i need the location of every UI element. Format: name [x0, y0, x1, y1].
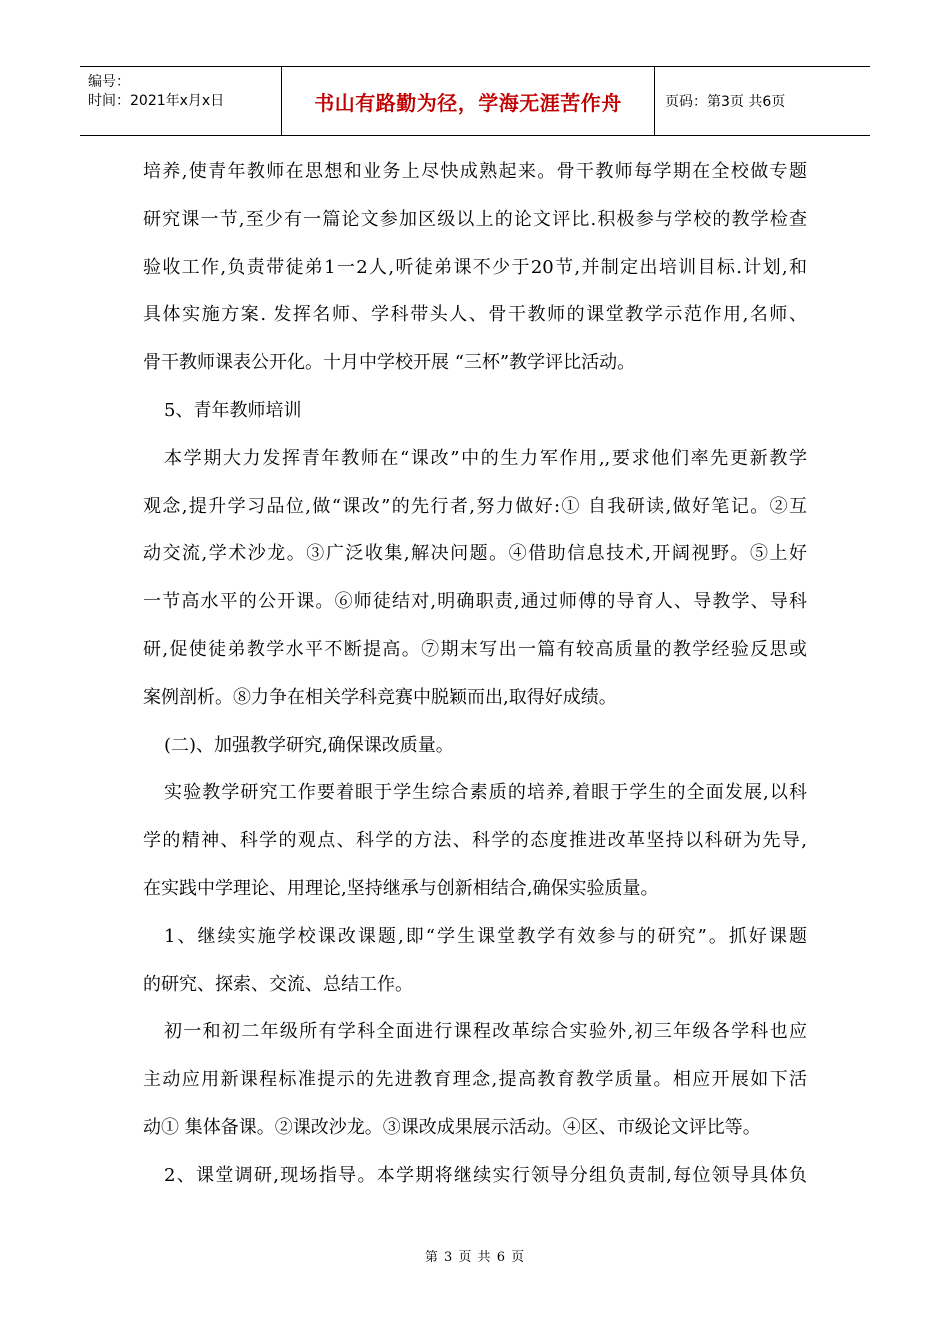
body-line: 具体实施方案. 发挥名师、学科带头人、骨干教师的课堂教学示范作用,名师、 [143, 304, 807, 326]
body-line: 动交流,学术沙龙。③广泛收集,解决问题。④借助信息技术,开阔视野。⑤上好 [143, 543, 807, 565]
body-line: 主动应用新课程标准提示的先进教育理念,提高教育教学质量。相应开展如下活 [143, 1069, 807, 1091]
body-line: 的研究、探索、交流、总结工作。 [143, 973, 413, 995]
body-line: 初一和初二年级所有学科全面进行课程改革综合实验外,初三年级各学科也应 [164, 1021, 807, 1043]
body-line: 案例剖析。⑧力争在相关学科竞赛中脱颖而出,取得好成绩。 [143, 686, 617, 708]
body-line: 一节高水平的公开课。⑥师徒结对,明确职责,通过师傅的导育人、导教学、导科 [143, 591, 807, 613]
body-line: 动① 集体备课。②课改沙龙。③课改成果展示活动。④区、市级论文评比等。 [143, 1116, 761, 1138]
header-motto: 书山有路勤为径，学海无涯苦作舟 [314, 90, 622, 115]
page-footer: 第 3 页 共 6 页 [424, 1250, 526, 1265]
header-page-cell [655, 67, 870, 135]
document-number: 编号： [88, 74, 130, 90]
document-time: 时间：2021年x月x日 [88, 93, 225, 109]
body-line: 在实践中学理论、用理论,坚持继承与创新相结合,确保实验质量。 [143, 877, 659, 899]
document-body [143, 148, 807, 1200]
body-line: 本学期大力发挥青年教师在“课改”中的生力军作用,,要求他们率先更新教学 [164, 447, 807, 469]
body-line: 实验教学研究工作要着眼于学生综合素质的培养,着眼于学生的全面发展,以科 [164, 782, 807, 804]
body-line: 1、继续实施学校课改课题,即“学生课堂教学有效参与的研究”。抓好课题 [164, 925, 807, 947]
body-line: 培养,使青年教师在思想和业务上尽快成熟起来。骨干教师每学期在全校做专题 [143, 161, 807, 182]
header-meta [80, 67, 282, 135]
header-motto-cell [282, 67, 655, 135]
page-header [80, 66, 870, 136]
body-line: 验收工作,负责带徒弟1一2人,听徒弟课不少于20节,并制定出培训目标.计划,和 [143, 256, 807, 278]
body-line: 研,促使徒弟教学水平不断提高。⑦期末写出一篇有较高质量的教学经验反思或 [143, 638, 807, 660]
body-line: 2、课堂调研,现场指导。本学期将继续实行领导分组负责制,每位领导具体负 [164, 1164, 807, 1186]
section-heading: (二)、加强教学研究,确保课改质量。 [164, 734, 454, 756]
body-line: 骨干教师课表公开化。十月中学校开展 “三杯”教学评比活动。 [143, 352, 636, 374]
body-line: 研究课一节,至少有一篇论文参加区级以上的论文评比.积极参与学校的教学检查 [143, 208, 807, 230]
section-heading: 5、青年教师培训 [164, 399, 302, 421]
header-page-number: 页码：第3页 共6页 [665, 94, 786, 110]
body-line: 学的精神、科学的观点、科学的方法、科学的态度推进改革坚持以科研为先导, [143, 830, 807, 852]
body-line: 观念,提升学习品位,做“课改”的先行者,努力做好:① 自我研读,做好笔记。②互 [143, 495, 807, 517]
